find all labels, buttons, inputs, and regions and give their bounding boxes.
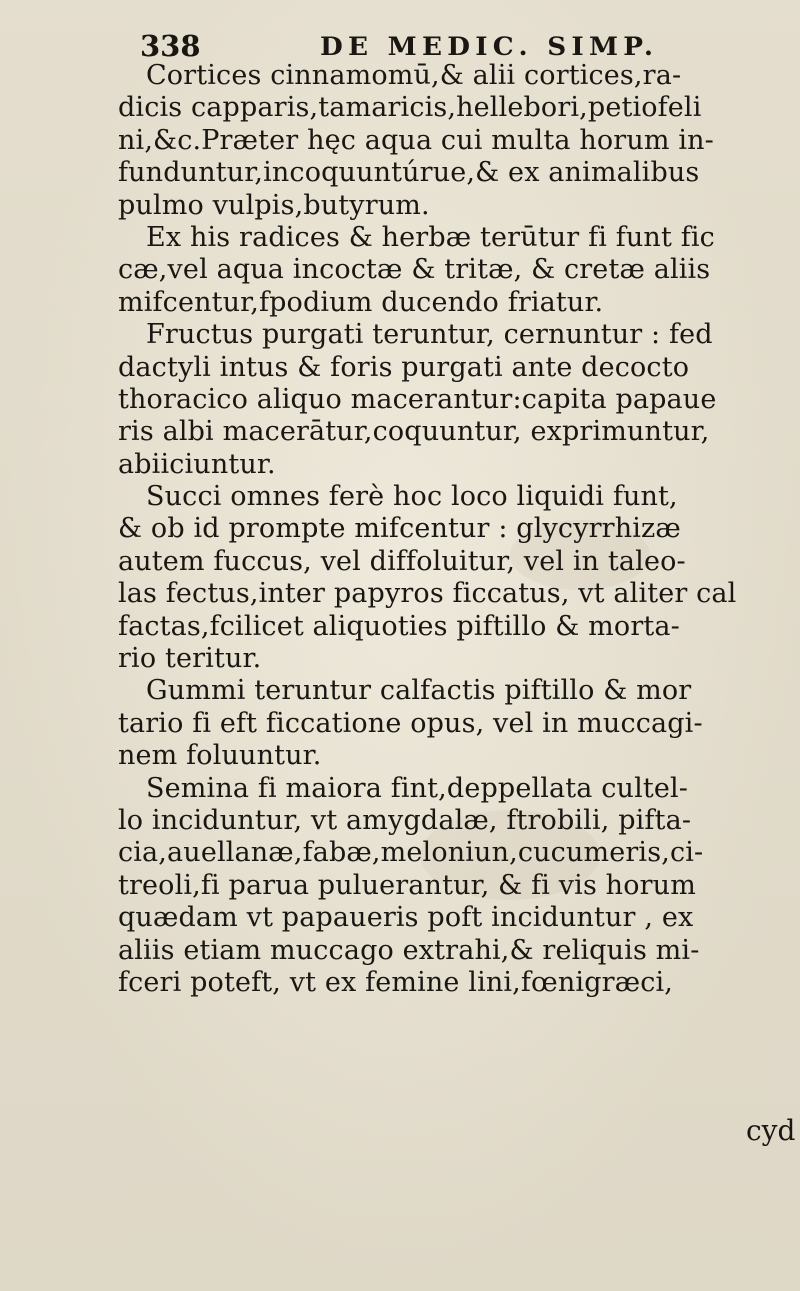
text-body [118,60,778,999]
text-line: mifcentur,fpodium ducendo friatur. [118,286,604,318]
page-number: 338 [140,29,201,63]
text-line: tario fi eft ficcatione opus, vel in muccagi- [118,707,703,739]
text-line: autem fuccus, vel diffoluitur, vel in taleo- [118,545,686,577]
catchword: cyd [746,1114,796,1147]
text-line: dicis capparis,tamaricis,hellebori,petiofeli [118,92,702,124]
text-line: fceri poteft, vt ex femine lini,fœnigræci, [118,966,674,998]
page-header [130,14,780,64]
text-line: ni,&c.Præter hęc aqua cui multa horum in- [118,124,714,156]
text-line: dactyli intus & foris purgati ante decocto [118,351,690,383]
text-line: factas,fcilicet aliquoties piftillo & morta- [118,610,680,642]
text-line: nem foluuntur. [118,740,322,772]
text-line: las fectus,inter papyros ficcatus, vt aliter cal [118,578,737,610]
text-line: treoli,fi parua puluerantur, & fi vis horum [118,869,696,901]
running-head: DE MEDIC. SIMP. [320,32,659,61]
text-line: cæ,vel aqua incoctæ & tritæ, & cretæ aliis [118,254,711,286]
text-line: cia,auellanæ,fabæ,meloniun,cucumeris,ci- [118,837,704,869]
text-line: Ex his radices & herbæ terūtur fi funt fic [146,221,715,253]
text-line: Fructus purgati teruntur, cernuntur : fed [146,319,713,351]
text-line: Semina fi maiora fint,deppellata cultel- [146,772,689,804]
text-line: funduntur,incoquuntúrue,& ex animalibus [118,157,700,189]
text-line: & ob id prompte mifcentur : glycyrrhizæ [118,513,681,545]
text-line: Gummi teruntur calfactis piftillo & mor [146,675,692,707]
text-line: thoracico aliquo macerantur:capita papaue [118,383,717,415]
text-line: ris albi macerātur,coquuntur, exprimuntur, [118,416,710,448]
text-line: lo inciduntur, vt amygdalæ, ftrobili, pifta- [118,804,692,836]
text-line: quædam vt papaueris poft inciduntur , ex [118,902,694,934]
text-line: aliis etiam muccago extrahi,& reliquis mi- [118,934,700,966]
text-line: Succi omnes ferè hoc loco liquidi funt, [146,481,678,513]
text-line: Cortices cinnamomū,& alii cortices,ra- [146,60,682,91]
text-line: rio teritur. [118,643,262,675]
text-line: abiiciuntur. [118,448,276,480]
text-line: pulmo vulpis,butyrum. [118,189,430,221]
